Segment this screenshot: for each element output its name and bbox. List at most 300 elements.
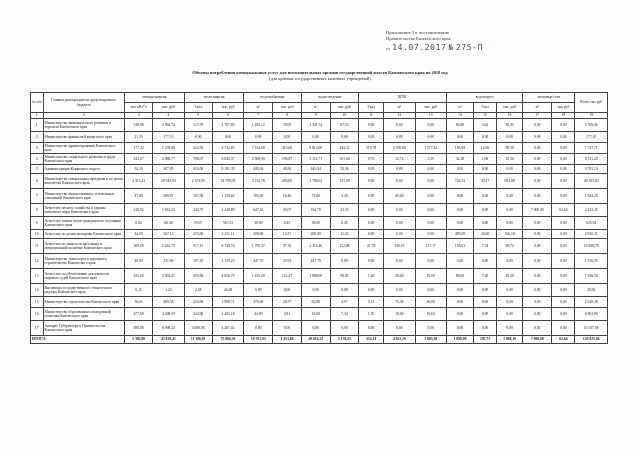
table-cell: 33,92 (273, 254, 301, 269)
table-cell: 1 455,00 (244, 269, 273, 284)
total-cell: 20 814,52 (301, 336, 330, 344)
table-cell: 0,00 (497, 308, 523, 321)
table-cell: 1 138,62 (212, 189, 243, 204)
table-cell: 0,00 (497, 217, 523, 230)
table-cell: 0,00 (552, 297, 575, 308)
row-number: 6 (31, 174, 44, 189)
table-cell: 0,45 (273, 217, 301, 230)
row-org-name: Министерство здравоохранения Камчатского края (43, 143, 125, 154)
table-cell: 0,00 (446, 204, 473, 217)
table-cell: 40,00 (125, 254, 153, 269)
column-number-12: 12 (384, 113, 415, 119)
table-cell: 2 403,18 (212, 308, 243, 321)
table-cell: 158,61 (446, 239, 473, 254)
table-cell: 269,00 (125, 239, 153, 254)
table-cell: 200,00 (244, 230, 273, 239)
table-cell: 445,94 (301, 165, 330, 174)
total-cell: 63,64 (552, 336, 575, 344)
table-cell: 7 314,00 (244, 143, 273, 154)
table-cell: 0,00 (497, 254, 523, 269)
table-cell: 4 408,50 (153, 308, 184, 321)
total-cell: 5 385,80 (125, 336, 153, 344)
row-total-cell: 177,10 (575, 132, 608, 143)
table-cell: 647,33 (244, 204, 273, 217)
table-cell: 0,00 (359, 132, 384, 143)
total-row (31, 336, 608, 344)
table-cell: 203,09 (273, 174, 301, 189)
document-title (120, 70, 520, 82)
table-cell: 315,79 (184, 119, 212, 132)
table-cell: 200,00 (301, 230, 330, 239)
table-cell: 2 002,21 (153, 269, 184, 284)
order-date: 14.07.2017 (392, 42, 447, 52)
table-cell: 25,36 (497, 154, 523, 165)
table-cell: 3 212,78 (244, 174, 273, 189)
table-cell: 0,00 (552, 254, 575, 269)
table-cell: 1,50 (359, 308, 384, 321)
order-line (386, 44, 586, 52)
table-cell: 0,00 (359, 204, 384, 217)
table-cell: 0,00 (384, 132, 415, 143)
table-row (31, 284, 608, 297)
table-cell: 0,00 (552, 230, 575, 239)
table-cell: 0,00 (497, 204, 523, 217)
table-cell: 0,00 (359, 174, 384, 189)
column-number-3: 3 (125, 113, 153, 119)
header-group-water-supply: водоснабжение (244, 93, 301, 103)
table-cell: 131,09 (330, 174, 358, 189)
header-group-hot-water: ЦГВС (359, 93, 447, 103)
table-cell: 2,58 (184, 284, 212, 297)
order-number-sign: № (448, 42, 454, 52)
table-cell: 12,74 (384, 154, 415, 165)
table-cell: 20,97 (273, 297, 301, 308)
column-number-7: 7 (244, 113, 273, 119)
table-cell: 12,57 (273, 230, 301, 239)
table-cell: 19,00 (384, 308, 415, 321)
table-cell: 0,00 (497, 165, 523, 174)
table-cell: 24,68 (212, 284, 243, 297)
column-number-1: 1 (31, 113, 44, 119)
table-cell: 38,45 (497, 119, 523, 132)
table-cell: 1 139,25 (212, 254, 243, 269)
table-cell: 0,00 (523, 119, 552, 132)
table-cell: 10,46 (273, 189, 301, 204)
column-number-6: 6 (212, 113, 243, 119)
table-cell: 0,00 (552, 143, 575, 154)
table-cell: 0,00 (523, 230, 552, 239)
table-cell: 0,00 (552, 132, 575, 143)
table-cell: 161,04 (330, 154, 358, 165)
table-cell: 0,45 (330, 217, 358, 230)
table-cell: 44,00 (125, 230, 153, 239)
table-cell: 0,00 (359, 119, 384, 132)
table-cell: 0,00 (384, 165, 415, 174)
table-cell: 0,00 (474, 204, 497, 217)
table-cell: 3 000,00 (184, 321, 212, 336)
column-number-19: 19 (575, 113, 608, 119)
column-number-13: 13 (415, 113, 446, 119)
table-row (31, 204, 608, 217)
table-cell: 0,00 (415, 254, 446, 269)
table-cell: 49,17 (474, 174, 497, 189)
table-cell: 7,34 (474, 239, 497, 254)
table-cell: 242,00 (184, 308, 212, 321)
table-cell: 0,00 (552, 189, 575, 204)
row-number: 16 (31, 308, 44, 321)
row-number: 3 (31, 143, 44, 154)
table-cell: 1,20 (359, 269, 384, 284)
total-cell: 1 158,25 (330, 336, 358, 344)
table-cell: 389,87 (153, 189, 184, 204)
table-cell: 322,95 (184, 143, 212, 154)
row-number: 8 (31, 204, 44, 217)
header-unit-7: м³ (301, 103, 330, 113)
table-cell: 140,15 (384, 239, 415, 254)
table-cell: 53,36 (330, 165, 358, 174)
table-cell: 0,00 (415, 189, 446, 204)
table-cell: 0,00 (384, 284, 415, 297)
table-row (31, 143, 608, 154)
table-cell: 164,70 (301, 204, 330, 217)
table-cell: 69,72 (497, 239, 523, 254)
table-cell: 0,00 (552, 217, 575, 230)
table-cell: 0,00 (415, 119, 446, 132)
table-cell: 0,00 (446, 284, 473, 297)
header-unit-16: тыс.руб (552, 103, 575, 113)
column-number-10: 10 (330, 113, 358, 119)
header-unit-10: м³ (384, 103, 415, 113)
total-cell: 252,14 (359, 336, 384, 344)
row-total-cell: 625,94 (575, 217, 608, 230)
table-cell: 0,00 (301, 132, 330, 143)
table-cell: 12,66 (474, 143, 497, 154)
row-org-name: Министерство социального развития и труда Камчатского края (43, 154, 125, 165)
table-cell: 0,00 (474, 321, 497, 336)
row-org-name: Министерство имущественных и земельных отношений Камчатского края (43, 189, 125, 204)
table-cell: 0,00 (552, 154, 575, 165)
table-cell: 177,10 (153, 132, 184, 143)
table-cell: 367,13 (153, 230, 184, 239)
row-total-cell: 2 528,38 (575, 297, 608, 308)
table-cell: 185,00 (244, 189, 273, 204)
table-cell: 70,95 (273, 119, 301, 132)
header-unit-14: тыс. руб (497, 103, 523, 113)
row-number: 9 (31, 217, 44, 230)
column-number-11: 11 (359, 113, 384, 119)
table-cell: 0,00 (552, 321, 575, 336)
column-number-18: 18 (552, 113, 575, 119)
table-cell: 2 315,43 (125, 174, 153, 189)
table-cell: 567,53 (212, 217, 243, 230)
table-cell: 0,00 (415, 165, 446, 174)
table-cell: 0,00 (415, 284, 446, 297)
table-cell: 0,00 (552, 284, 575, 297)
row-total-cell: 7 747,71 (575, 143, 608, 154)
table-cell: 5,39 (415, 154, 446, 165)
table-cell: 0,00 (384, 321, 415, 336)
table-cell: 59,97 (184, 217, 212, 230)
table-cell: 0,00 (301, 321, 330, 336)
table-cell: 2 088,77 (153, 154, 184, 165)
table-cell: 65,88 (301, 297, 330, 308)
table-cell: 0,00 (244, 321, 273, 336)
table-cell: 66,36 (153, 217, 184, 230)
table-cell: 444,32 (330, 143, 358, 154)
table-cell: 6,82 (125, 217, 153, 230)
table-cell: 850,00 (125, 321, 153, 336)
table-row (31, 189, 608, 204)
table-cell: 3,62 (474, 119, 497, 132)
header-total: Всего тыс.руб (575, 93, 608, 113)
header-unit-5: м³ (244, 103, 273, 113)
table-cell: 20,00 (384, 269, 415, 284)
table-row (31, 254, 608, 269)
table-cell: 0,00 (523, 174, 552, 189)
table-cell: 0,00 (384, 230, 415, 239)
table-cell: 122,27 (273, 269, 301, 284)
table-cell: 1 577,42 (415, 143, 446, 154)
row-total-cell: 1 516,35 (575, 254, 608, 269)
table-cell: 0,00 (359, 254, 384, 269)
table-cell: 0,00 (359, 165, 384, 174)
column-number-2: 2 (43, 113, 125, 119)
table-cell: 0,00 (552, 119, 575, 132)
total-cell: 7 000,00 (523, 336, 552, 344)
table-row (31, 132, 608, 143)
header-row-groups (31, 93, 608, 103)
table-cell: 21,35 (125, 132, 153, 143)
table-cell: 1 998,71 (212, 297, 243, 308)
table-cell: 157,17 (415, 239, 446, 254)
table-cell: 90,82 (330, 269, 358, 284)
column-number-8: 8 (273, 113, 301, 119)
table-cell: 0,00 (359, 284, 384, 297)
table-cell: 0,00 (359, 230, 384, 239)
table-cell: 43,07 (273, 204, 301, 217)
table-cell: 23,55 (330, 204, 358, 217)
table-cell: 7,34 (330, 308, 358, 321)
table-row (31, 321, 608, 336)
row-org-name: Инспекция государственного технического надзора Камчатского края (43, 284, 125, 297)
row-total-cell: 9 703,24 (575, 165, 608, 174)
table-cell: 0,00 (552, 269, 575, 284)
header-unit-4: тыс. руб (212, 103, 243, 113)
table-row (31, 269, 608, 284)
table-row (31, 230, 608, 239)
total-cell: 11 186,91 (184, 336, 212, 344)
table-cell: 0,00 (330, 254, 358, 269)
table-row (31, 154, 608, 165)
table-cell: 20 545,04 (153, 174, 184, 189)
table-cell: 0,76 (359, 154, 384, 165)
total-cell: 75 866,36 (212, 336, 243, 344)
table-cell: 3,30 (330, 189, 358, 204)
table-cell: 0,00 (497, 132, 523, 143)
table-cell: 0,00 (523, 154, 552, 165)
row-org-name: Министерство строительства Камчатского края (43, 297, 125, 308)
table-cell: 0,00 (474, 165, 497, 174)
table-cell: 0,00 (523, 254, 552, 269)
table-cell: 5,11 (359, 297, 384, 308)
table-cell: 0,00 (330, 321, 358, 336)
row-org-name: Агентство по занятости населения и миграционной политике Камчатского края (43, 239, 125, 254)
total-cell: 1 068,16 (497, 336, 523, 344)
table-cell: 3 700,00 (384, 143, 415, 154)
column-number-5: 5 (184, 113, 212, 119)
table-cell: 112,88 (330, 239, 358, 254)
table-cell: 0,00 (446, 297, 473, 308)
header-unit-12: м³ (446, 103, 473, 113)
table-cell: 370,00 (244, 297, 273, 308)
consumption-table (30, 92, 608, 344)
table-cell: 89,60 (446, 269, 473, 284)
row-org-name: Министерство транспорта и дорожного строительства Камчатского края (43, 254, 125, 269)
row-number: 5 (31, 165, 44, 174)
table-cell: 1,96 (474, 154, 497, 165)
table-cell: 97,36 (273, 239, 301, 254)
table-cell: 4,81 (273, 308, 301, 321)
table-cell: 0,00 (497, 284, 523, 297)
table-cell: 2 707,85 (212, 119, 243, 132)
table-row (31, 297, 608, 308)
table-cell: 722,52 (446, 174, 473, 189)
table-cell: 0,00 (359, 321, 384, 336)
table-cell: 1 861,33 (153, 204, 184, 217)
total-cell: 107,73 (474, 336, 497, 344)
table-cell: 47,00 (125, 189, 153, 204)
row-org-name: Министерство экономического развития и торговли Камчатского края (43, 119, 125, 132)
table-cell: 0,00 (474, 217, 497, 230)
table-row (31, 239, 608, 254)
header-org: Главные распорядители средств краевого бюджета (43, 93, 125, 113)
column-number-16: 16 (497, 113, 523, 119)
table-cell: 0,00 (359, 217, 384, 230)
table-cell: 0,00 (273, 284, 301, 297)
table-cell: 331,00 (153, 254, 184, 269)
table-cell: 1 478,86 (153, 143, 184, 154)
table-cell: 0,00 (446, 254, 473, 269)
table-cell: 243,57 (184, 204, 212, 217)
table-cell: 0,00 (523, 239, 552, 254)
table-cell: 0,00 (446, 132, 473, 143)
total-cell: 1 253,84 (273, 336, 301, 344)
table-cell: 2 864,72 (153, 119, 184, 132)
table-cell: 0,00 (384, 217, 415, 230)
row-total-cell: 46 105,84 (575, 174, 608, 189)
row-number: 14 (31, 284, 44, 297)
table-cell: 0,00 (384, 119, 415, 132)
table-cell: 3 732,65 (212, 143, 243, 154)
total-cell: 10 761,93 (244, 336, 273, 344)
row-org-name: Агентство записи актов гражданского состояния Камчатского края (43, 217, 125, 230)
table-cell: 215,00 (184, 230, 212, 239)
row-total-cell: 10 838,78 (575, 239, 608, 254)
header-group-wastewater: водоотведение (301, 93, 358, 103)
table-cell: 1 341,52 (301, 119, 330, 132)
table-cell: 0,00 (523, 269, 552, 284)
table-cell: 7,00 (474, 269, 497, 284)
total-cell: 1 699,99 (446, 336, 473, 344)
table-cell: 0,00 (415, 230, 446, 239)
title-main: Объемы потребления коммунальных услуг для исполнительных органов государственной власти Камчатского края на 2018 год (192, 70, 448, 75)
table-cell: 917,15 (184, 239, 212, 254)
table-cell: 445,34 (244, 165, 273, 174)
table-cell: 82,88 (446, 119, 473, 132)
total-cell: 1 803,39 (415, 336, 446, 344)
table-cell: 0,00 (523, 189, 552, 204)
appendix-line-2: Правительства Камчатского края (386, 36, 451, 42)
table-cell: 1 786,92 (301, 174, 330, 189)
total-cell: 4 052,25 (384, 336, 415, 344)
table-cell: 38,00 (244, 217, 273, 230)
table-cell: 43,00 (301, 308, 330, 321)
table-cell: 0,00 (523, 132, 552, 143)
table-cell: 0,00 (384, 254, 415, 269)
table-cell: 603,89 (497, 174, 523, 189)
row-number: 10 (31, 230, 44, 239)
title-sub: (для краевых государственных казенных учреждений) (269, 76, 371, 81)
row-number: 11 (31, 239, 44, 254)
table-cell: 0,00 (474, 308, 497, 321)
table-cell: 65,00 (384, 189, 415, 204)
table-cell: 0,00 (523, 143, 552, 154)
header-unit-1: тыс.кВт*ч (125, 103, 153, 113)
table-cell: 469,58 (153, 297, 184, 308)
table-cell: 0,00 (497, 297, 523, 308)
table-cell: 0,00 (384, 204, 415, 217)
header-unit-6: тыс. руб (273, 103, 301, 113)
table-cell: 38,00 (301, 217, 330, 230)
table-cell: 0,00 (273, 321, 301, 336)
row-total-cell: 2 830,31 (575, 230, 608, 239)
table-cell: 0,00 (446, 308, 473, 321)
table-cell: 235,00 (125, 269, 153, 284)
table-cell: 6 043,37 (212, 154, 243, 165)
header-group-heat: теплоэнергия (184, 93, 244, 103)
table-cell: 318,90 (125, 119, 153, 132)
table-cell: 3 112,71 (301, 154, 330, 165)
row-org-name: Министерство финансов Камчатского края (43, 132, 125, 143)
table-cell: 0,00 (523, 284, 552, 297)
row-total-cell: 25,92 (575, 284, 608, 297)
header-group-heat-networks: тепловые/сети (523, 93, 575, 103)
header-unit-8: тыс. руб (330, 103, 358, 113)
column-number-9: 9 (301, 113, 330, 119)
row-org-name: Агентство по делам молодежи Камчатского края (43, 230, 125, 239)
table-cell: 0,00 (446, 189, 473, 204)
table-body (31, 113, 608, 344)
table-cell: 0,00 (474, 284, 497, 297)
table-cell: 708,07 (184, 154, 212, 165)
row-total-cell: 10 357,06 (575, 321, 608, 336)
table-cell: 12,52 (330, 230, 358, 239)
header-unit-9: Гкал (359, 103, 384, 113)
row-number: 7 (31, 189, 44, 204)
row-number: 4 (31, 154, 44, 165)
table-cell: 485,00 (446, 230, 473, 239)
table-cell: 0,00 (446, 321, 473, 336)
table-cell: 0,00 (330, 132, 358, 143)
column-number-4: 4 (153, 113, 184, 119)
table-cell: 56,61 (125, 297, 153, 308)
order-number: 275-П (455, 42, 483, 52)
table-cell: 6 098,23 (153, 321, 184, 336)
header-group-water-delivery: водоподвоз (446, 93, 522, 103)
table-cell: 0,00 (474, 189, 497, 204)
table-cell: 0,00 (523, 217, 552, 230)
row-org-name: Аппарат Губернатора и Правительства Камчатского края (43, 321, 125, 336)
